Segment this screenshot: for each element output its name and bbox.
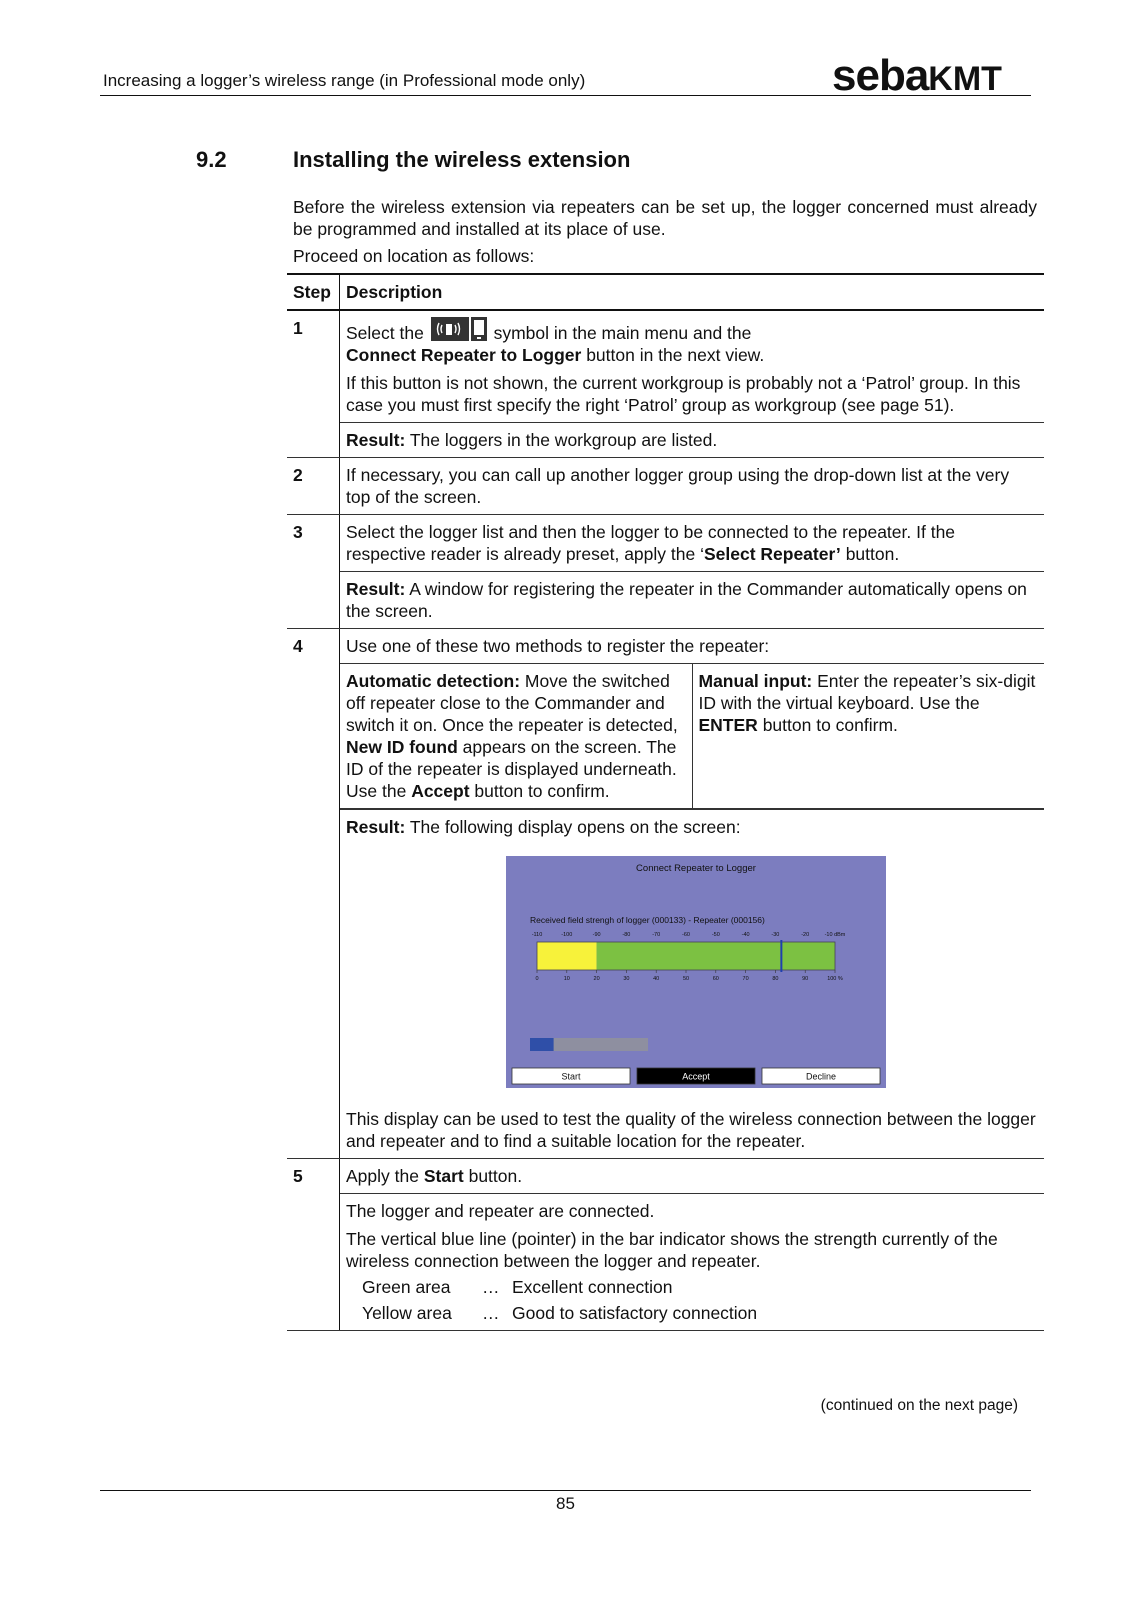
accept-button-label: Accept xyxy=(682,1071,710,1082)
tick-label-dbm: -30 xyxy=(771,932,780,938)
tick-label-percent: 20 xyxy=(593,976,600,982)
step-5-detail-row xyxy=(287,1194,1044,1331)
step-4-row xyxy=(287,629,1044,664)
tick-label-percent: 40 xyxy=(653,976,660,982)
tick-label-percent: 10 xyxy=(563,976,570,982)
steps-table xyxy=(287,273,1044,1331)
result-label: Result: xyxy=(346,817,406,837)
step-1-instruction xyxy=(346,317,1038,366)
tick-label-percent: 60 xyxy=(712,976,719,982)
signal-strength-display xyxy=(506,856,886,1088)
method-label: Manual input: xyxy=(698,671,813,691)
green-area-bar xyxy=(597,942,835,970)
tick-label-percent: 50 xyxy=(682,976,690,982)
tick-label-dbm: -90 xyxy=(592,932,601,938)
tick-label-dbm: -40 xyxy=(741,932,750,938)
result-label: Result: xyxy=(346,430,406,450)
legend-meaning: Excellent connection xyxy=(512,1277,673,1297)
logo-seba: seba xyxy=(832,51,929,100)
methods-cell xyxy=(340,664,1045,810)
col-description-header: Description xyxy=(340,274,1045,310)
legend-sep: … xyxy=(482,1277,500,1297)
sebakmt-logo xyxy=(832,51,1002,100)
text: Select the logger list and then the logger to be connected to the repeater. If the respective reader is already preset, apply the ‘ xyxy=(346,522,956,564)
step-number: 2 xyxy=(287,458,340,515)
step-2-description: If necessary, you can call up another logger group using the drop-down list at the very top of the screen. xyxy=(340,458,1045,515)
tick-label-percent: 80 xyxy=(772,976,779,982)
tick-label-dbm: -50 xyxy=(711,932,720,938)
tick-label-percent: 90 xyxy=(802,976,809,982)
section-number: 9.2 xyxy=(196,147,227,172)
step-number: 5 xyxy=(287,1159,340,1194)
step-5-description xyxy=(340,1159,1045,1194)
text: button to confirm. xyxy=(474,781,610,801)
continued-note: (continued on the next page) xyxy=(820,1397,1018,1414)
tick-label-percent: 0 xyxy=(535,976,539,982)
step-number: 4 xyxy=(287,629,340,664)
step-1-note: If this button is not shown, the current workgroup is probably not a ‘Patrol’ group. In this case you must first specify the right ‘Patrol’ group as workgroup (see page 51). xyxy=(346,373,1021,415)
tick-label-dbm: -10 dBm xyxy=(824,932,846,938)
result-text: A window for registering the repeater in the Commander automatically opens on the screen. xyxy=(346,579,1027,621)
start-button-name: Start xyxy=(423,1166,464,1186)
screen-background xyxy=(506,856,886,1088)
connect-repeater-button-name: Connect Repeater to Logger xyxy=(346,345,582,365)
automatic-detection-method xyxy=(340,664,692,809)
tick-label-percent: 30 xyxy=(623,976,630,982)
pointer-note: The vertical blue line (pointer) in the bar indicator shows the strength currently of the wireless connection between the logger and repeater. xyxy=(346,1229,998,1271)
text: appears on the screen. The ID of the repeater is displayed underneath. Use the xyxy=(346,737,677,801)
start-button-label: Start xyxy=(561,1071,581,1082)
accept-button-name: Accept xyxy=(411,781,470,801)
step-1-description xyxy=(340,310,1045,423)
step-4-methods-row xyxy=(287,664,1044,810)
text: symbol in the main menu and the xyxy=(493,323,752,343)
legend-green xyxy=(346,1276,1038,1298)
methods-table xyxy=(340,664,1044,809)
step-number: 1 xyxy=(287,310,340,423)
step-3-result xyxy=(340,572,1045,629)
screen-title: Connect Repeater to Logger xyxy=(636,863,756,874)
select-repeater-button-name: Select Repeater’ xyxy=(703,544,841,564)
method-label: Automatic detection: xyxy=(346,671,521,691)
device-screenshot xyxy=(506,856,886,1088)
text: Select the xyxy=(346,323,424,343)
header-rule xyxy=(100,95,1031,96)
step-3-description xyxy=(340,515,1045,572)
decline-button-label: Decline xyxy=(805,1071,837,1082)
connected-note: The logger and repeater are connected. xyxy=(346,1201,655,1221)
legend-meaning: Good to satisfactory connection xyxy=(512,1303,758,1323)
tick-label-dbm: -110 xyxy=(531,932,543,938)
step-3-row xyxy=(287,515,1044,572)
tick-label-dbm: -60 xyxy=(682,932,690,938)
result-label: Result: xyxy=(346,579,406,599)
running-header: Increasing a logger’s wireless range (in Professional mode only) xyxy=(103,71,586,90)
tick-label-percent: 70 xyxy=(742,976,749,982)
result-text: The following display opens on the screen: xyxy=(409,817,741,837)
text: Apply the xyxy=(346,1166,419,1186)
tick-label-dbm: -70 xyxy=(652,932,661,938)
step-3-result-row xyxy=(287,572,1044,629)
intro-proceed: Proceed on location as follows: xyxy=(293,246,535,266)
yellow-area-bar xyxy=(537,942,597,970)
footer-rule xyxy=(100,1490,1031,1491)
tick-label-percent: 100 % xyxy=(827,976,843,982)
enter-button-name: ENTER xyxy=(698,715,758,735)
screen-label: Received field strengh of logger (000133) - Repeater (000156) xyxy=(530,915,765,925)
text: Move the switched off repeater close to the Commander and switch it on. Once the repeater is detected, xyxy=(346,671,678,735)
legend-sep: … xyxy=(482,1303,500,1323)
step-number: 3 xyxy=(287,515,340,572)
text: button. xyxy=(468,1166,523,1186)
progress-fill xyxy=(530,1038,554,1051)
intro xyxy=(293,196,1037,267)
step-4-result xyxy=(340,810,1045,1159)
step-4-explanation: This display can be used to test the quality of the wireless connection between the logger and repeater and to find a suitable location for the repeater. xyxy=(346,1109,1036,1151)
table-header-row xyxy=(287,274,1044,310)
manual-input-method xyxy=(692,664,1044,809)
step-4-result-row xyxy=(287,810,1044,1159)
step-4-description: Use one of these two methods to register the repeater: xyxy=(340,629,1045,664)
intro-paragraph: Before the wireless extension via repeaters can be set up, the logger concerned must already be programmed and installed at its place of use. xyxy=(293,197,1037,239)
tick-label-dbm: -100 xyxy=(561,932,573,938)
result-text: The loggers in the workgroup are listed. xyxy=(409,430,718,450)
logo-kmt: KMT xyxy=(928,60,1002,98)
step-1-result xyxy=(340,423,1045,458)
step-5-detail xyxy=(340,1194,1045,1331)
wireless-repeater-icon xyxy=(431,317,487,343)
text: Enter the repeater’s six-digit ID with the virtual keyboard. Use the xyxy=(698,671,1036,713)
legend-area: Green area xyxy=(362,1277,451,1297)
step-1-row xyxy=(287,310,1044,423)
tick-label-dbm: -80 xyxy=(622,932,631,938)
new-id-found-label: New ID found xyxy=(346,737,458,757)
text: button in the next view. xyxy=(586,345,765,365)
section-title: Installing the wireless extension xyxy=(293,147,631,172)
text: button. xyxy=(845,544,900,564)
text: button to confirm. xyxy=(762,715,898,735)
col-step-header: Step xyxy=(287,274,340,310)
tick-label-dbm: -20 xyxy=(801,932,810,938)
step-2-row xyxy=(287,458,1044,515)
legend-area: Yellow area xyxy=(362,1303,452,1323)
step-5-row xyxy=(287,1159,1044,1194)
legend-yellow xyxy=(346,1302,1038,1324)
step-1-result-row xyxy=(287,423,1044,458)
page-number: 85 xyxy=(556,1494,575,1513)
